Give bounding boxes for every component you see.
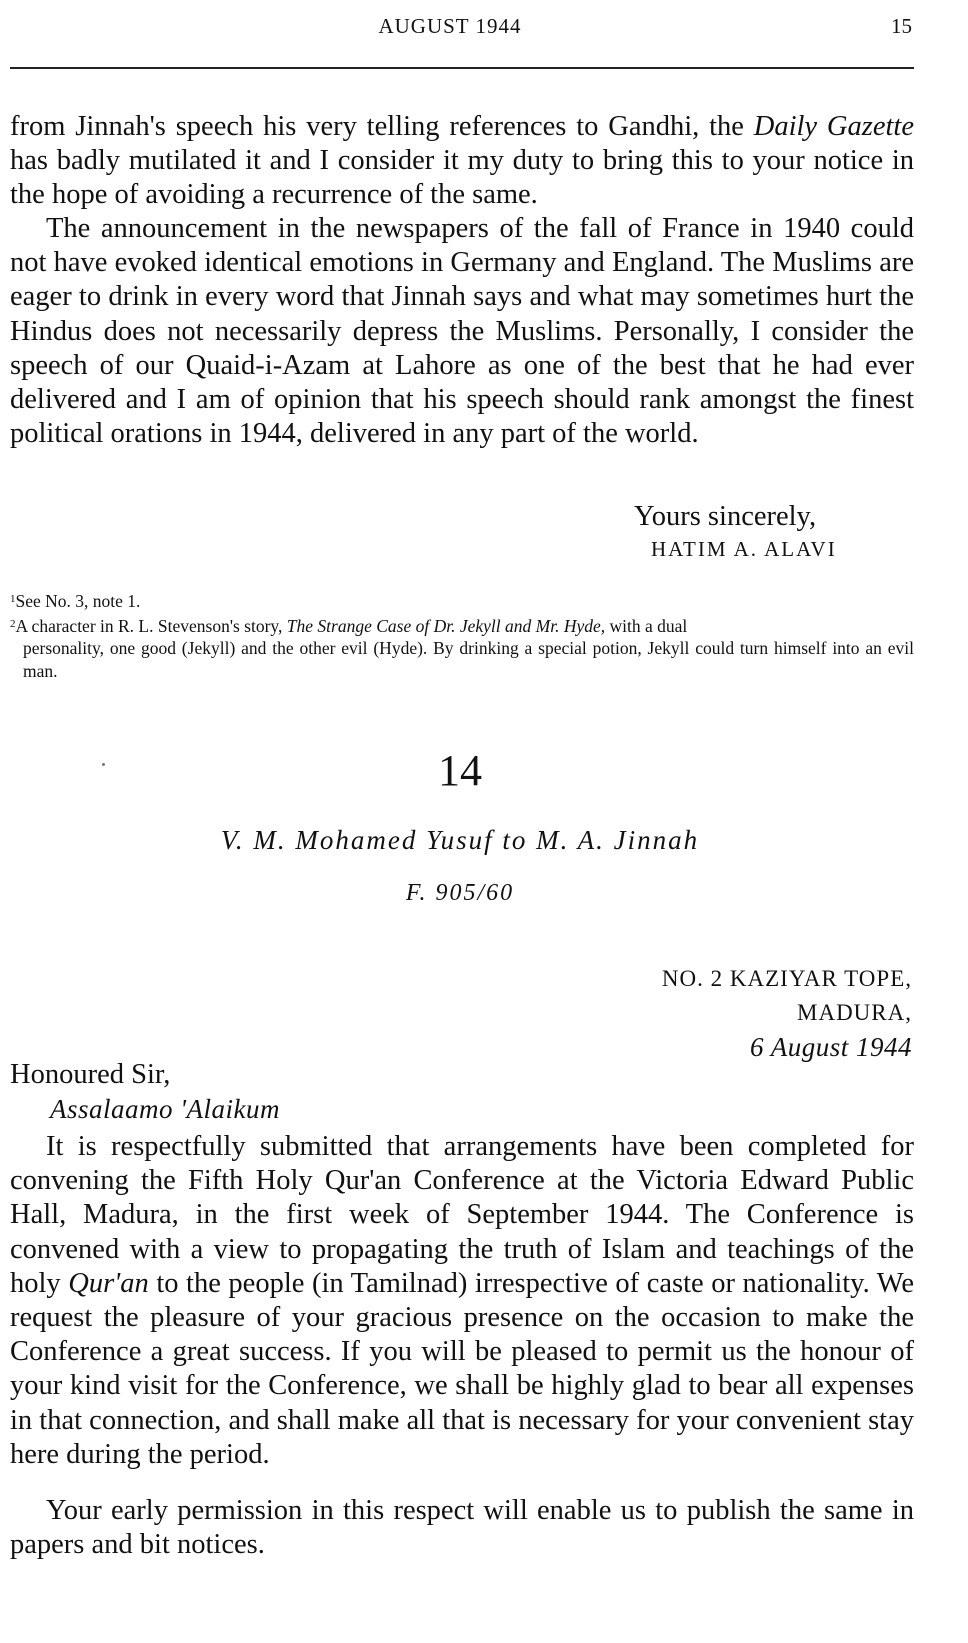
running-title: AUGUST 1944 <box>378 14 522 38</box>
letter-paragraph-2: The announcement in the newspapers of the fall of France in 1940 could not have evoked identical emotions in Germany and England. The Muslims are eager to drink in every word that Jinnah says and what may sometimes hurt the Hindus does not necessarily depress the Muslims. Personally, I consider the speech of our Quaid-i-Azam at Lahore as one of the best that he had ever delivered and I am of opinion that his speech should rank amongst the finest political orations in 1944, delivered in any part of the world. <box>10 213 914 450</box>
page-number: 15 <box>891 14 912 38</box>
body-paragraph-2: Your early permission in this respect will enable us to publish the same in papers and bit notices. <box>10 1495 914 1561</box>
letter-date: 6 August 1944 <box>749 1032 912 1062</box>
address-line: MADURA, <box>797 1000 912 1025</box>
document-reference: F. 905/60 <box>405 880 515 906</box>
header-rule <box>10 67 914 69</box>
closing: Yours sincerely, <box>634 501 817 532</box>
sender-address <box>662 962 912 1064</box>
body-paragraph-1: It is respectfully submitted that arrangements have been completed for convening the Fifth Holy Qur'an Conference at the Victoria Edward Public Hall, Madura, in the first week of September 1944. The Conference is convened with a view to propagating the truth of Islam and teachings of the holy Qur'an to the people (in Tamilnad) irrespective of caste or nationality. We request the pleasure of your gracious presence on the occasion to make the Conference a great success. If you will be pleased to permit us the honour of your kind visit for the Conference, we shall be highly glad to bear all expenses in that connection, and shall make all that is necessary for your convenient stay here during the period. <box>10 1131 915 1470</box>
newspaper-title: Daily Gazette <box>753 111 914 142</box>
footnote-2: $^2$A character in R. L. Stevenson's story, The Strange Case of Dr. Jekyll and Mr. Hyde, with a dual personality, one good (Jekyll) and the other evil (Hyde). By drinking a special potion, Jekyll could turn himself into an evil man. <box>10 615 914 681</box>
letter-paragraph-1: from Jinnah's speech his very telling references to Gandhi, the Daily Gazette has badly mutilated it and I consider it my duty to bring this to your notice in the hope of avoiding a recurrence of the same. <box>10 111 914 211</box>
running-header <box>0 14 968 44</box>
salutation: Honoured Sir, <box>10 1059 171 1090</box>
address-line: NO. 2 KAZIYAR TOPE, <box>661 966 912 991</box>
footnotes <box>10 588 914 682</box>
document-title: V. M. Mohamed Yusuf to M. A. Jinnah <box>220 825 700 855</box>
greeting: Assalaamo 'Alaikum <box>50 1094 281 1124</box>
document-number: 14 <box>438 746 482 795</box>
signature: HATIM A. ALAVI <box>651 537 837 561</box>
footnote-1: $^1$See No. 3, note 1. <box>10 591 141 611</box>
